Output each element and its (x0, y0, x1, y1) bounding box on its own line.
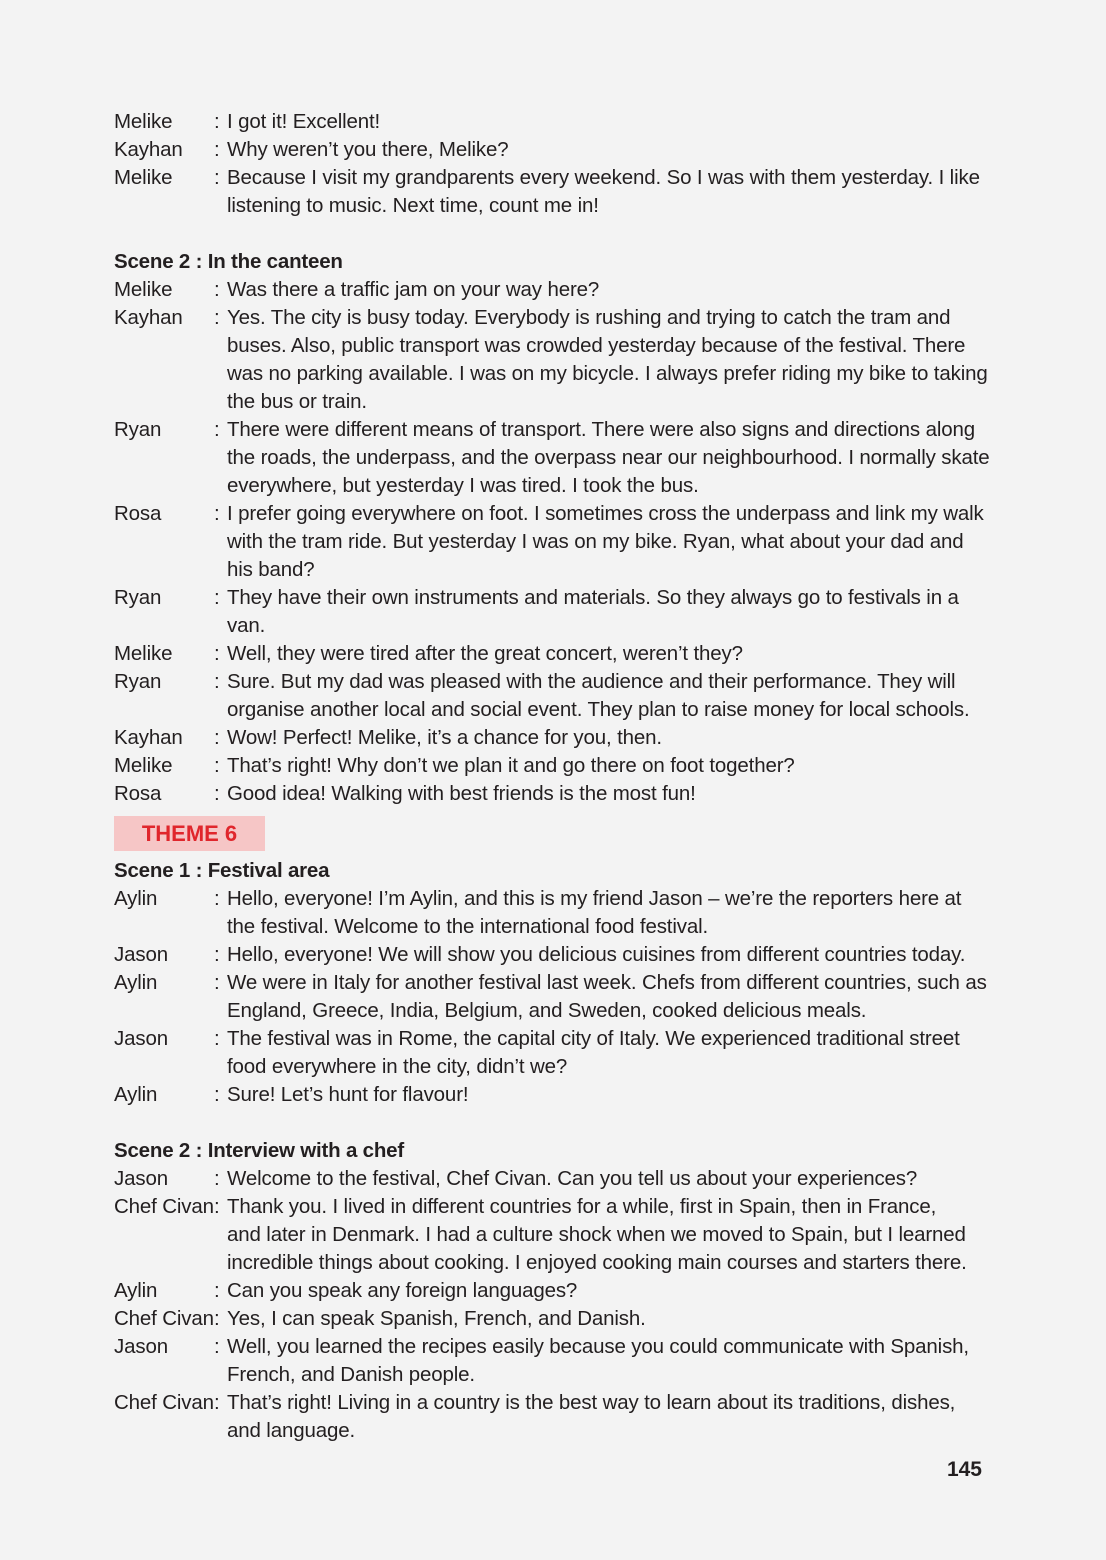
speaker-name: Jason (114, 1027, 168, 1050)
dialogue-text: Sure! Let’s hunt for flavour! (227, 1083, 469, 1106)
dialogue-text: Well, they were tired after the great concert, weren’t they? (227, 642, 743, 665)
dialogue-line-continued (114, 1417, 1014, 1445)
speaker-separator: : (214, 138, 220, 161)
speaker-separator: : (214, 754, 220, 777)
speaker-name: Chef Civan (114, 1391, 214, 1414)
speaker-separator: : (214, 278, 220, 301)
speaker-name: Rosa (114, 502, 162, 525)
dialogue-line-continued (114, 1053, 1014, 1081)
theme-label: THEME 6 (114, 816, 265, 851)
dialogue-text: his band? (227, 558, 315, 581)
dialogue-text: Hello, everyone! We will show you delicious cuisines from different countries today. (227, 943, 966, 966)
speaker-name: Ryan (114, 586, 162, 609)
speaker-name: Aylin (114, 887, 158, 910)
speaker-separator: : (214, 418, 220, 441)
dialogue-text: Sure. But my dad was pleased with the audience and their performance. They will (227, 670, 956, 693)
dialogue-line-continued (114, 913, 1014, 941)
dialogue-line (114, 724, 1014, 752)
spacer (114, 220, 1014, 248)
speaker-separator: : (214, 726, 220, 749)
dialogue-text: everywhere, but yesterday I was tired. I took the bus. (227, 474, 699, 497)
dialogue-line (114, 164, 1014, 192)
scene-title-canteen: Scene 2 : In the canteen (114, 250, 343, 273)
dialogue-text: organise another local and social event. They plan to raise money for local schools. (227, 698, 970, 721)
speaker-separator: : (214, 1083, 220, 1106)
dialogue-text: Thank you. I lived in different countries for a while, first in Spain, then in France, (227, 1195, 937, 1218)
speaker-name: Ryan (114, 670, 162, 693)
speaker-name: Aylin (114, 971, 158, 994)
dialogue-text: the roads, the underpass, and the overpass near our neighbourhood. I normally skate (227, 446, 990, 469)
dialogue-interview (114, 1165, 1014, 1445)
dialogue-line-continued (114, 360, 1014, 388)
page-content (114, 108, 1014, 1445)
dialogue-line (114, 780, 1014, 808)
speaker-separator: : (214, 943, 220, 966)
dialogue-text: That’s right! Living in a country is the best way to learn about its traditions, dishes, (227, 1391, 956, 1414)
speaker-separator: : (214, 1027, 220, 1050)
dialogue-text: incredible things about cooking. I enjoyed cooking main courses and starters there. (227, 1251, 967, 1274)
dialogue-text: buses. Also, public transport was crowded yesterday because of the festival. There (227, 334, 966, 357)
dialogue-line-continued (114, 1361, 1014, 1389)
dialogue-canteen (114, 276, 1014, 808)
dialogue-text: Welcome to the festival, Chef Civan. Can you tell us about your experiences? (227, 1167, 918, 1190)
spacer (114, 1109, 1014, 1137)
dialogue-text: I prefer going everywhere on foot. I sometimes cross the underpass and link my walk (227, 502, 984, 525)
dialogue-text: with the tram ride. But yesterday I was on my bike. Ryan, what about your dad and (227, 530, 964, 553)
dialogue-line-continued (114, 332, 1014, 360)
page-number: 145 (946, 1458, 982, 1481)
dialogue-text: Well, you learned the recipes easily because you could communicate with Spanish, (227, 1335, 969, 1358)
dialogue-line-continued (114, 556, 1014, 584)
speaker-separator: : (214, 782, 220, 805)
speaker-name: Rosa (114, 782, 162, 805)
dialogue-line (114, 304, 1014, 332)
speaker-separator: : (214, 166, 220, 189)
dialogue-festival-area (114, 885, 1014, 1109)
dialogue-text: Yes, I can speak Spanish, French, and Danish. (227, 1307, 646, 1330)
speaker-name: Melike (114, 754, 173, 777)
speaker-name: Kayhan (114, 306, 183, 329)
dialogue-line-continued (114, 612, 1014, 640)
dialogue-text: and language. (227, 1419, 356, 1442)
speaker-name: Ryan (114, 418, 162, 441)
speaker-name: Jason (114, 943, 168, 966)
dialogue-line (114, 276, 1014, 304)
speaker-separator: : (214, 1307, 220, 1330)
speaker-name: Chef Civan (114, 1307, 214, 1330)
dialogue-line (114, 1333, 1014, 1361)
dialogue-line-continued (114, 1221, 1014, 1249)
dialogue-line (114, 1165, 1014, 1193)
dialogue-text: Hello, everyone! I’m Aylin, and this is my friend Jason – we’re the reporters here at (227, 887, 962, 910)
dialogue-text: There were different means of transport. There were also signs and directions along (227, 418, 975, 441)
dialogue-text: was no parking available. I was on my bicycle. I always prefer riding my bike to taking (227, 362, 988, 385)
speaker-name: Aylin (114, 1279, 158, 1302)
speaker-separator: : (214, 670, 220, 693)
dialogue-line (114, 108, 1014, 136)
dialogue-line (114, 1305, 1014, 1333)
dialogue-text: Good idea! Walking with best friends is the most fun! (227, 782, 696, 805)
dialogue-text: food everywhere in the city, didn’t we? (227, 1055, 568, 1078)
speaker-name: Melike (114, 166, 173, 189)
speaker-separator: : (214, 586, 220, 609)
dialogue-text: Yes. The city is busy today. Everybody is rushing and trying to catch the tram and (227, 306, 951, 329)
dialogue-text: listening to music. Next time, count me in! (227, 194, 599, 217)
speaker-separator: : (214, 110, 220, 133)
speaker-name: Kayhan (114, 726, 183, 749)
dialogue-text: I got it! Excellent! (227, 110, 381, 133)
speaker-separator: : (214, 887, 220, 910)
dialogue-text: That’s right! Why don’t we plan it and go there on foot together? (227, 754, 795, 777)
speaker-separator: : (214, 306, 220, 329)
scene-title-festival-area: Scene 1 : Festival area (114, 859, 330, 882)
dialogue-line (114, 136, 1014, 164)
dialogue-line-continued (114, 528, 1014, 556)
dialogue-line (114, 752, 1014, 780)
dialogue-text: Was there a traffic jam on your way here? (227, 278, 600, 301)
speaker-name: Melike (114, 642, 173, 665)
dialogue-line (114, 584, 1014, 612)
dialogue-line (114, 941, 1014, 969)
speaker-name: Jason (114, 1335, 168, 1358)
speaker-name: Chef Civan (114, 1195, 214, 1218)
dialogue-text: the bus or train. (227, 390, 367, 413)
speaker-separator: : (214, 1335, 220, 1358)
speaker-name: Melike (114, 278, 173, 301)
dialogue-text: Why weren’t you there, Melike? (227, 138, 509, 161)
dialogue-part1 (114, 108, 1014, 220)
dialogue-line (114, 500, 1014, 528)
dialogue-line (114, 1193, 1014, 1221)
speaker-name: Kayhan (114, 138, 183, 161)
speaker-name: Melike (114, 110, 173, 133)
dialogue-text: England, Greece, India, Belgium, and Sweden, cooked delicious meals. (227, 999, 867, 1022)
dialogue-line (114, 1025, 1014, 1053)
dialogue-line-continued (114, 696, 1014, 724)
dialogue-line (114, 640, 1014, 668)
dialogue-line-continued (114, 388, 1014, 416)
dialogue-text: The festival was in Rome, the capital city of Italy. We experienced traditional street (227, 1027, 960, 1050)
dialogue-line (114, 969, 1014, 997)
dialogue-line (114, 1389, 1014, 1417)
dialogue-text: the festival. Welcome to the international food festival. (227, 915, 709, 938)
speaker-separator: : (214, 1167, 220, 1190)
speaker-separator: : (214, 971, 220, 994)
dialogue-text: Wow! Perfect! Melike, it’s a chance for you, then. (227, 726, 662, 749)
speaker-separator: : (214, 642, 220, 665)
dialogue-text: They have their own instruments and materials. So they always go to festivals in a (227, 586, 959, 609)
dialogue-line-continued (114, 192, 1014, 220)
speaker-name: Jason (114, 1167, 168, 1190)
dialogue-line (114, 885, 1014, 913)
scene-title-interview: Scene 2 : Interview with a chef (114, 1139, 405, 1162)
dialogue-line-continued (114, 1249, 1014, 1277)
speaker-separator: : (214, 1279, 220, 1302)
speaker-separator: : (214, 502, 220, 525)
dialogue-line (114, 668, 1014, 696)
dialogue-line-continued (114, 997, 1014, 1025)
dialogue-text: van. (227, 614, 266, 637)
dialogue-line (114, 416, 1014, 444)
dialogue-text: Can you speak any foreign languages? (227, 1279, 578, 1302)
dialogue-text: and later in Denmark. I had a culture shock when we moved to Spain, but I learned (227, 1223, 966, 1246)
dialogue-line (114, 1277, 1014, 1305)
dialogue-line-continued (114, 444, 1014, 472)
dialogue-text: We were in Italy for another festival last week. Chefs from different countries, such as (227, 971, 987, 994)
dialogue-text: French, and Danish people. (227, 1363, 475, 1386)
speaker-separator: : (214, 1195, 220, 1218)
dialogue-line (114, 1081, 1014, 1109)
dialogue-text: Because I visit my grandparents every weekend. So I was with them yesterday. I like (227, 166, 980, 189)
speaker-name: Aylin (114, 1083, 158, 1106)
dialogue-line-continued (114, 472, 1014, 500)
speaker-separator: : (214, 1391, 220, 1414)
